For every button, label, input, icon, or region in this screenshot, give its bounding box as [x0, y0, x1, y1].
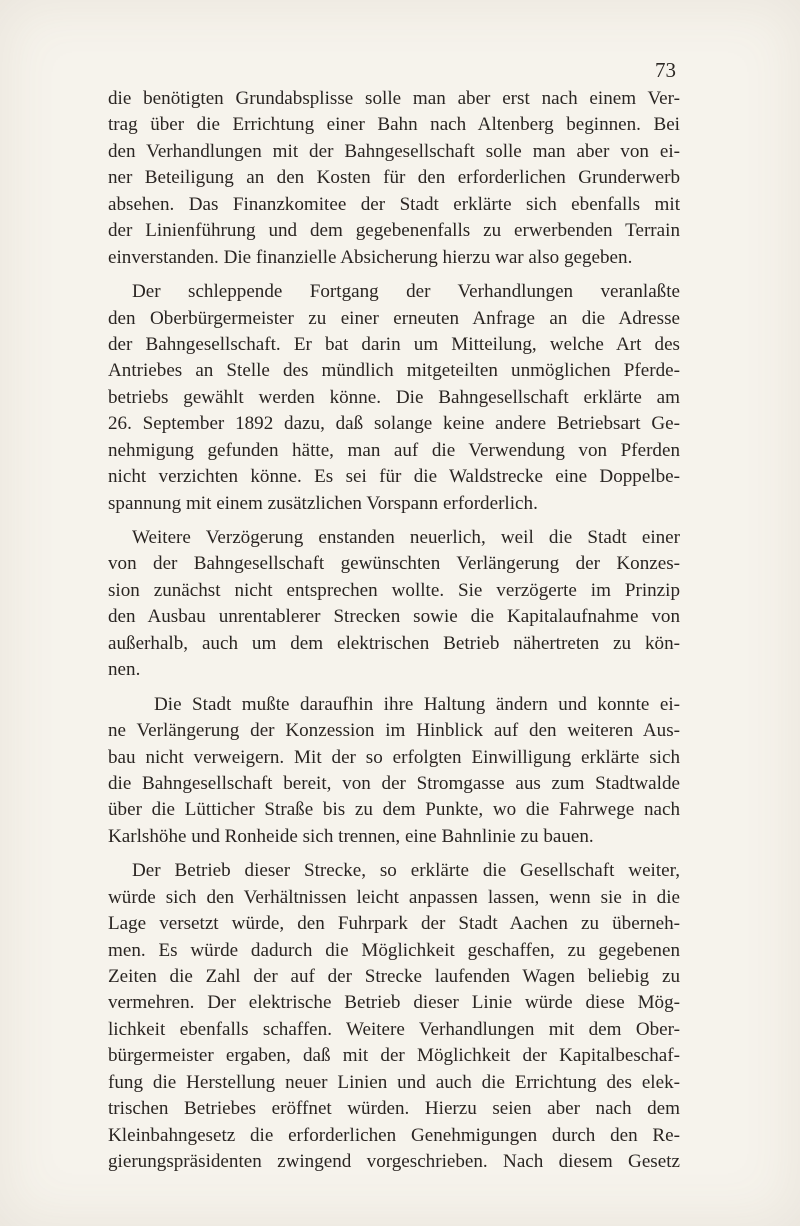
- text-line: betriebs gewählt werden könne. Die Bahngesellschaft erklärte am: [108, 386, 680, 408]
- paragraph-1: [108, 86, 680, 271]
- text-line: Lage versetzt würde, den Fuhrpark der Stadt Aachen zu überneh-: [108, 913, 680, 935]
- text-line: nen.: [108, 659, 141, 681]
- text-line: Der Betrieb dieser Strecke, so erklärte die Gesellschaft weiter,: [132, 860, 680, 882]
- text-line: ne Verlängerung der Konzession im Hinblick auf den weiteren Aus-: [108, 720, 680, 742]
- text-line: außerhalb, auch um dem elektrischen Betrieb nähertreten zu kön-: [108, 632, 680, 654]
- text-line: absehen. Das Finanzkomitee der Stadt erklärte sich ebenfalls mit: [108, 193, 680, 215]
- text-line: die Bahngesellschaft bereit, von der Stromgasse aus zum Stadtwalde: [108, 772, 680, 794]
- text-line: nehmigung gefunden hätte, man auf die Verwendung von Pferden: [108, 439, 680, 461]
- text-line: die benötigten Grundabsplisse solle man aber erst nach einem Ver-: [108, 88, 680, 109]
- text-line: gierungspräsidenten zwingend vorgeschrieben. Nach diesem Gesetz: [108, 1151, 680, 1173]
- text-line: men. Es würde dadurch die Möglichkeit geschaffen, zu gegebenen: [108, 939, 680, 961]
- text-line: Die Stadt mußte daraufhin ihre Haltung ändern und konnte ei-: [154, 693, 680, 715]
- text-line: Zeiten die Zahl der auf der Strecke laufenden Wagen beliebig zu: [108, 966, 680, 987]
- text-line: der Linienführung und dem gegebenenfalls zu erwerbenden Terrain: [108, 220, 680, 242]
- text-line: 26. September 1892 dazu, daß solange keine andere Betriebsart Ge-: [108, 413, 680, 435]
- text-line: trag über die Errichtung einer Bahn nach Altenberg beginnen. Bei: [108, 114, 680, 136]
- text-line: Der schleppende Fortgang der Verhandlungen veranlaßte: [132, 281, 680, 303]
- text-line: bau nicht verweigern. Mit der so erfolgten Einwilligung erklärte sich: [108, 746, 680, 768]
- text-line: Karlshöhe und Ronheide sich trennen, eine Bahnlinie zu bauen.: [108, 825, 594, 847]
- body-text: [108, 86, 680, 1184]
- text-line: den Oberbürgermeister zu einer erneuten Anfrage an die Adresse: [108, 307, 680, 329]
- text-line: den Verhandlungen mit der Bahngesellschaft solle man aber von ei-: [108, 140, 680, 162]
- paragraph-2: [108, 279, 680, 517]
- paragraph-3: [108, 525, 680, 684]
- text-line: Kleinbahngesetz die erforderlichen Genehmigungen durch den Re-: [108, 1124, 680, 1146]
- text-line: ner Beteiligung an den Kosten für den erforderlichen Grunderwerb: [108, 167, 680, 189]
- text-line: einverstanden. Die finanzielle Absicherung hierzu war also gegeben.: [108, 246, 633, 268]
- text-line: der Bahngesellschaft. Er bat darin um Mitteilung, welche Art des: [108, 333, 680, 355]
- text-line: von der Bahngesellschaft gewünschten Verlängerung der Konzes-: [108, 553, 680, 575]
- text-line: Antriebes an Stelle des mündlich mitgeteilten unmöglichen Pferde-: [108, 360, 680, 382]
- page-number: 73: [655, 58, 676, 82]
- paragraph-5: [108, 858, 680, 1175]
- text-line: Weitere Verzögerung enstanden neuerlich, weil die Stadt einer: [132, 527, 680, 548]
- text-line: sion zunächst nicht entsprechen wollte. Sie verzögerte im Prinzip: [108, 579, 680, 601]
- text-line: spannung mit einem zusätzlichen Vorspann erforderlich.: [108, 492, 538, 514]
- text-line: bürgermeister ergaben, daß mit der Möglichkeit der Kapitalbeschaf-: [108, 1045, 680, 1067]
- text-line: fung die Herstellung neuer Linien und auch die Errichtung des elek-: [108, 1071, 680, 1093]
- text-line: vermehren. Der elektrische Betrieb dieser Linie würde diese Mög-: [108, 992, 680, 1014]
- text-line: trischen Betriebes eröffnet würden. Hierzu seien aber nach dem: [108, 1098, 680, 1120]
- text-line: nicht verzichten könne. Es sei für die Waldstrecke eine Doppelbe-: [108, 466, 680, 488]
- text-line: lichkeit ebenfalls schaffen. Weitere Verhandlungen mit dem Ober-: [108, 1018, 680, 1040]
- text-line: würde sich den Verhältnissen leicht anpassen lassen, wenn sie in die: [108, 886, 680, 908]
- text-line: über die Lütticher Straße bis zu dem Punkte, wo die Fahrwege nach: [108, 799, 680, 821]
- text-line: den Ausbau unrentablerer Strecken sowie die Kapitalaufnahme von: [108, 606, 680, 628]
- paragraph-4: [108, 692, 680, 851]
